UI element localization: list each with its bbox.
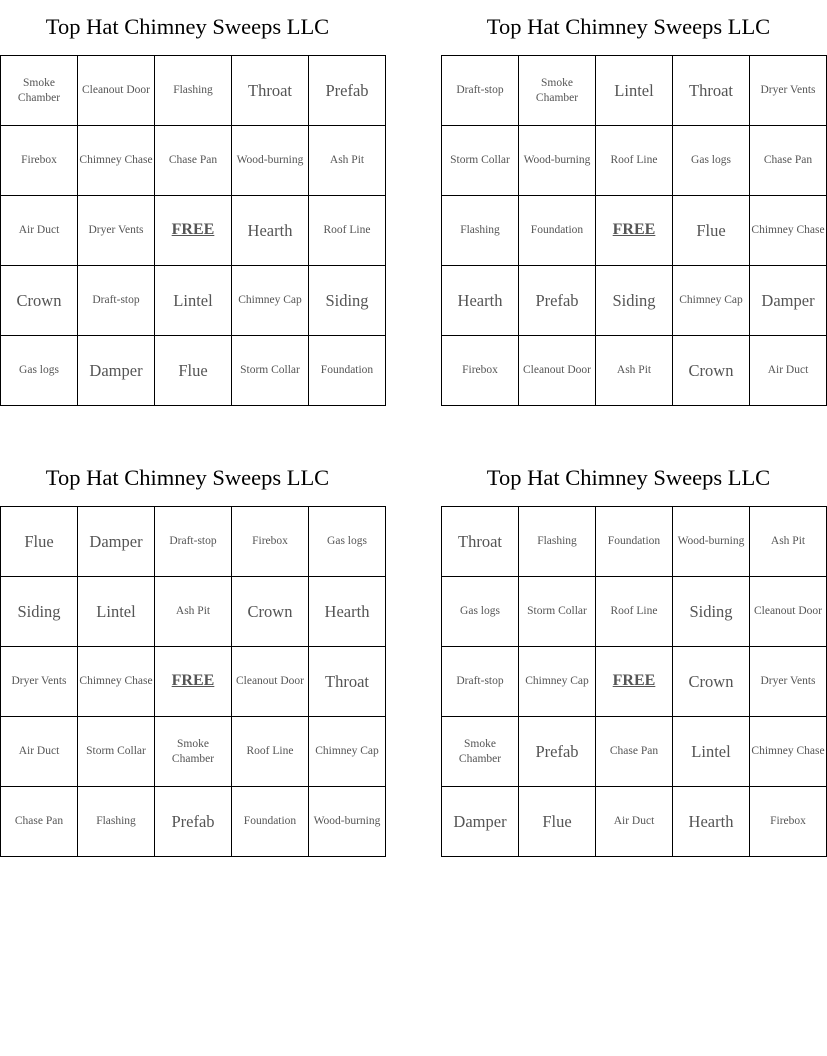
bingo-cell: Siding: [1, 577, 78, 647]
bingo-cell: Lintel: [596, 56, 673, 126]
grid-row: [442, 507, 827, 577]
bingo-cell: Chimney Cap: [519, 647, 596, 717]
bingo-cell: Chimney Cap: [673, 266, 750, 336]
bingo-cell: Flashing: [519, 507, 596, 577]
bingo-cell: Firebox: [442, 336, 519, 406]
bingo-cell: Storm Collar: [232, 336, 309, 406]
bingo-cell: Ash Pit: [155, 577, 232, 647]
bingo-cell: Hearth: [232, 196, 309, 266]
grid-row: [1, 787, 386, 857]
bingo-cell: Foundation: [519, 196, 596, 266]
bingo-cell: Firebox: [750, 787, 827, 857]
bingo-cell: Draft-stop: [442, 647, 519, 717]
bingo-cell: Flue: [1, 507, 78, 577]
bingo-card-2: [441, 0, 825, 406]
bingo-cell: Prefab: [519, 266, 596, 336]
bingo-cell: Chase Pan: [155, 126, 232, 196]
bingo-cell: Air Duct: [1, 717, 78, 787]
bingo-cell: Flashing: [78, 787, 155, 857]
bingo-cell: Storm Collar: [519, 577, 596, 647]
bingo-cell: Smoke Chamber: [442, 717, 519, 787]
bingo-cell: Throat: [309, 647, 386, 717]
free-space: FREE: [596, 647, 673, 717]
bingo-cell: Chimney Chase: [78, 647, 155, 717]
bingo-cell: Cleanout Door: [232, 647, 309, 717]
bingo-cell: Gas logs: [442, 577, 519, 647]
grid-row: [1, 56, 386, 126]
grid-row: [442, 647, 827, 717]
bingo-cell: Damper: [750, 266, 827, 336]
bingo-cell: Damper: [442, 787, 519, 857]
bingo-cell: Hearth: [309, 577, 386, 647]
bingo-cell: Cleanout Door: [750, 577, 827, 647]
bingo-cell: Air Duct: [750, 336, 827, 406]
bingo-cell: Gas logs: [673, 126, 750, 196]
bingo-cell: Gas logs: [309, 507, 386, 577]
grid-row: [442, 196, 827, 266]
bingo-cell: Roof Line: [596, 126, 673, 196]
grid-row: [442, 717, 827, 787]
bingo-cell: Smoke Chamber: [1, 56, 78, 126]
bingo-card-1: [0, 0, 375, 406]
grid-row: [442, 336, 827, 406]
bingo-card-3: [0, 451, 381, 857]
bingo-cell: Crown: [673, 647, 750, 717]
bingo-cell: Chimney Chase: [78, 126, 155, 196]
bingo-cell: Damper: [78, 507, 155, 577]
bingo-cell: Air Duct: [1, 196, 78, 266]
bingo-cell: Ash Pit: [596, 336, 673, 406]
bingo-cell: Roof Line: [232, 717, 309, 787]
bingo-cell: Flashing: [155, 56, 232, 126]
grid-row: [442, 577, 827, 647]
card-title: Top Hat Chimney Sweeps LLC: [45, 14, 330, 39]
bingo-cell: Hearth: [442, 266, 519, 336]
bingo-cell: Foundation: [309, 336, 386, 406]
bingo-cell: Siding: [596, 266, 673, 336]
grid-row: [442, 56, 827, 126]
card-title: Top Hat Chimney Sweeps LLC: [486, 465, 771, 490]
bingo-cell: Throat: [442, 507, 519, 577]
bingo-cell: Wood-burning: [519, 126, 596, 196]
bingo-cell: Dryer Vents: [1, 647, 78, 717]
bingo-cell: Wood-burning: [673, 507, 750, 577]
bingo-cell: Flue: [155, 336, 232, 406]
grid-row: [1, 126, 386, 196]
bingo-cell: Damper: [78, 336, 155, 406]
bingo-cell: Hearth: [673, 787, 750, 857]
bingo-cell: Storm Collar: [442, 126, 519, 196]
grid-row: [1, 336, 386, 406]
free-space: FREE: [596, 196, 673, 266]
bingo-grid: [0, 55, 386, 406]
bingo-cell: Smoke Chamber: [519, 56, 596, 126]
bingo-cell: Dryer Vents: [750, 647, 827, 717]
bingo-cell: Wood-burning: [232, 126, 309, 196]
bingo-cell: Dryer Vents: [78, 196, 155, 266]
bingo-cell: Lintel: [78, 577, 155, 647]
bingo-cell: Throat: [673, 56, 750, 126]
bingo-cell: Crown: [232, 577, 309, 647]
grid-row: [1, 717, 386, 787]
card-title: Top Hat Chimney Sweeps LLC: [45, 465, 330, 490]
bingo-cell: Chimney Cap: [309, 717, 386, 787]
bingo-cell: Prefab: [155, 787, 232, 857]
bingo-cell: Foundation: [232, 787, 309, 857]
bingo-cell: Dryer Vents: [750, 56, 827, 126]
bingo-cell: Firebox: [232, 507, 309, 577]
grid-row: [1, 196, 386, 266]
bingo-card-4: [441, 451, 825, 857]
bingo-cell: Cleanout Door: [519, 336, 596, 406]
bingo-cell: Siding: [673, 577, 750, 647]
bingo-cell: Draft-stop: [155, 507, 232, 577]
bingo-cell: Flue: [673, 196, 750, 266]
bingo-cell: Chimney Chase: [750, 717, 827, 787]
bingo-cell: Flue: [519, 787, 596, 857]
bingo-cell: Crown: [1, 266, 78, 336]
bingo-grid: [441, 506, 827, 857]
bingo-cell: Draft-stop: [442, 56, 519, 126]
bingo-cell: Smoke Chamber: [155, 717, 232, 787]
bingo-cell: Prefab: [309, 56, 386, 126]
bingo-cell: Chase Pan: [596, 717, 673, 787]
free-space: FREE: [155, 647, 232, 717]
bingo-grid: [0, 506, 386, 857]
bingo-cell: Roof Line: [596, 577, 673, 647]
bingo-cell: Chimney Chase: [750, 196, 827, 266]
bingo-cell: Lintel: [155, 266, 232, 336]
bingo-cell: Firebox: [1, 126, 78, 196]
bingo-cell: Chimney Cap: [232, 266, 309, 336]
free-space: FREE: [155, 196, 232, 266]
grid-row: [1, 647, 386, 717]
grid-row: [1, 507, 386, 577]
grid-row: [442, 787, 827, 857]
bingo-cell: Cleanout Door: [78, 56, 155, 126]
bingo-cell: Prefab: [519, 717, 596, 787]
card-title: Top Hat Chimney Sweeps LLC: [486, 14, 771, 39]
bingo-cell: Air Duct: [596, 787, 673, 857]
bingo-grid: [441, 55, 827, 406]
bingo-cell: Lintel: [673, 717, 750, 787]
grid-row: [1, 577, 386, 647]
bingo-cell: Roof Line: [309, 196, 386, 266]
bingo-cell: Siding: [309, 266, 386, 336]
grid-row: [442, 126, 827, 196]
bingo-cell: Crown: [673, 336, 750, 406]
bingo-cell: Draft-stop: [78, 266, 155, 336]
bingo-cell: Chase Pan: [750, 126, 827, 196]
bingo-cell: Wood-burning: [309, 787, 386, 857]
bingo-cell: Gas logs: [1, 336, 78, 406]
bingo-cell: Flashing: [442, 196, 519, 266]
bingo-cell: Throat: [232, 56, 309, 126]
grid-row: [1, 266, 386, 336]
bingo-cell: Chase Pan: [1, 787, 78, 857]
bingo-cell: Ash Pit: [309, 126, 386, 196]
bingo-cell: Ash Pit: [750, 507, 827, 577]
bingo-cell: Foundation: [596, 507, 673, 577]
bingo-cell: Storm Collar: [78, 717, 155, 787]
grid-row: [442, 266, 827, 336]
